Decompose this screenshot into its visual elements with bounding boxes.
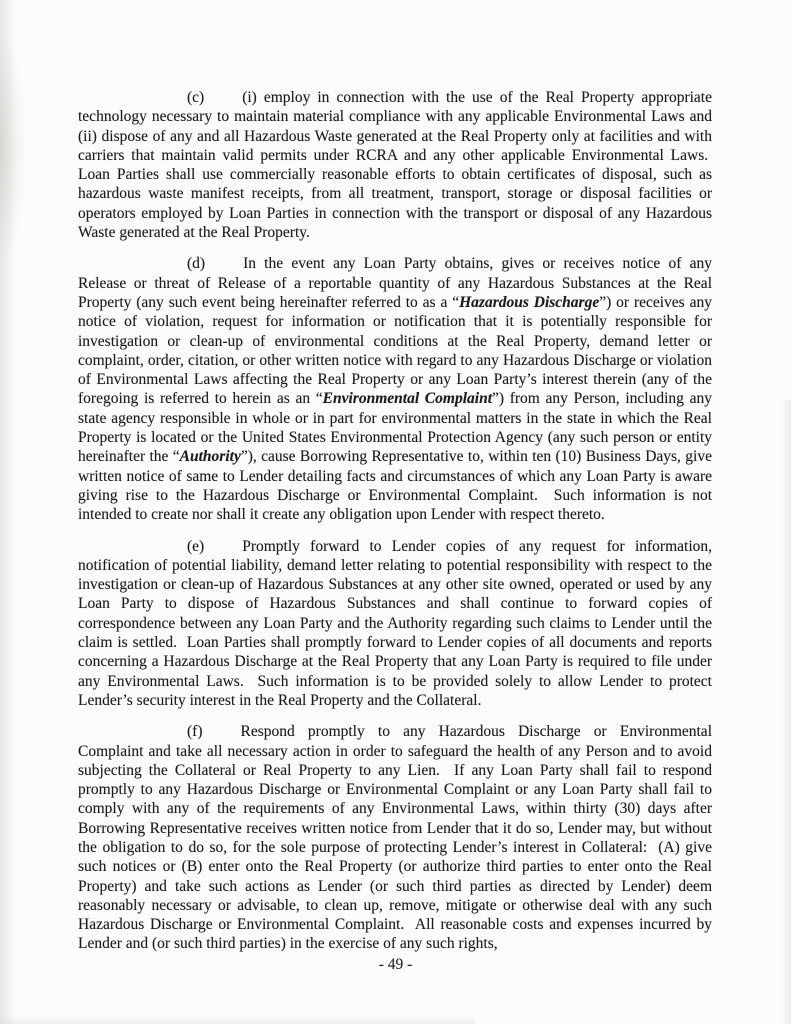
- scan-shading-left: [0, 0, 16, 1024]
- defined-term: Authority: [179, 448, 241, 466]
- page-number: - 49 -: [378, 956, 413, 973]
- paragraph-text: Promptly forward to Lender copies of any request for information, notification of potential liability, demand letter relating to potential responsibility with respect to the investigation or clean-up of Hazardous Substances at any other site owned, operated or used by any Loan Party to dispose of Hazardous Substances and shall continue to forward copies of correspondence between any Loan Party and the Authority regarding such claims to Lender until the claim is settled. Loan Parties shall promptly forward to Lender copies of all documents and reports concerning a Hazardous Discharge at the Real Property that any Loan Party is required to file under any Environmental Laws. Such information is to be provided solely to allow Lender to protect Lender’s security interest in the Real Property and the Collateral.: [78, 537, 712, 709]
- paragraph-text: (i) employ in connection with the use of the Real Property appropriate technology necessary to maintain material compliance with any applicable Environmental Laws and (ii) dispose of any and all Hazardous Waste generated at the Real Property only at facilities and with carriers that maintain valid permits under RCRA and any other applicable Environmental Laws. Loan Parties shall use commercially reasonable efforts to obtain certificates of disposal, such as hazardous waste manifest receipts, from all treatment, transport, storage or disposal facilities or operators employed by Loan Parties in connection with the transport or disposal of any Hazardous Waste generated at the Real Property.: [78, 89, 712, 242]
- scan-shading-topleft: [0, 28, 26, 268]
- defined-term: Environmental Complaint: [322, 390, 492, 408]
- scan-shading-right: [781, 400, 791, 1024]
- paragraph-text: ”) or receives any notice of violation, request for information or notification that it is potentially responsible for investigation or clean-up of environmental conditions at the Real Property, demand letter or complaint, order, citation, or other written notice with regard to any Hazardous Discharge or violation of Environmental Laws affecting the Real Property or any Loan Party’s interest therein (any of the foregoing is referred to herein as an “: [78, 293, 712, 408]
- page-body: [78, 88, 712, 966]
- paragraph-label: (f): [187, 723, 203, 741]
- paragraph-label: (c): [187, 89, 205, 106]
- paragraph-text: ”), cause Borrowing Representative to, within ten (10) Business Days, give written notice of same to Lender detailing facts and circumstances of which any Loan Party is aware giving rise to the Hazardous Discharge or Environmental Complaint. Such information is not intended to create nor shall it create any obligation upon Lender with respect thereto.: [78, 448, 712, 524]
- scan-shading-bottom: [0, 1016, 475, 1024]
- paragraph-d: [78, 254, 712, 524]
- defined-term: Hazardous Discharge: [459, 293, 600, 311]
- paragraph-c: [78, 88, 712, 242]
- paragraph-label: (e): [187, 537, 205, 555]
- paragraph-text: Respond promptly to any Hazardous Discharge or Environmental Complaint and take all necessary action in order to safeguard the health of any Person and to avoid subjecting the Collateral or Real Property to any Lien. If any Loan Party shall fail to respond promptly to any Hazardous Discharge or Environmental Complaint or any Loan Party shall fail to comply with any of the requirements of any Environmental Laws, within thirty (30) days after Borrowing Representative receives written notice from Lender that it do so, Lender may, but without the obligation to do so, for the sole purpose of protecting Lender’s interest in Collateral: (A) give such notices or (B) enter onto the Real Property (or authorize third parties to enter onto the Real Property) and take such actions as Lender (or such third parties as directed by Lender) deem reasonably necessary or advisable, to clean up, remove, mitigate or otherwise deal with any such Hazardous Discharge or Environmental Complaint. All reasonable costs and expenses incurred by Lender and (or such third parties) in the exercise of any such rights,: [78, 723, 712, 953]
- paragraph-text: ”) from any Person, including any state agency responsible in whole or in part for environmental matters in the state in which the Real Property is located or the United States Environmental Protection Agency (any such person or entity hereinafter the “: [78, 390, 712, 466]
- paragraph-label: (d): [187, 255, 206, 273]
- paragraph-text: In the event any Loan Party obtains, gives or receives notice of any Release or threat of Release of a reportable quantity of any Hazardous Substances at the Real Property (any such event being hereinafter referred to as a “: [78, 255, 712, 311]
- paragraph-e: [78, 537, 712, 711]
- paragraph-f: [78, 722, 712, 954]
